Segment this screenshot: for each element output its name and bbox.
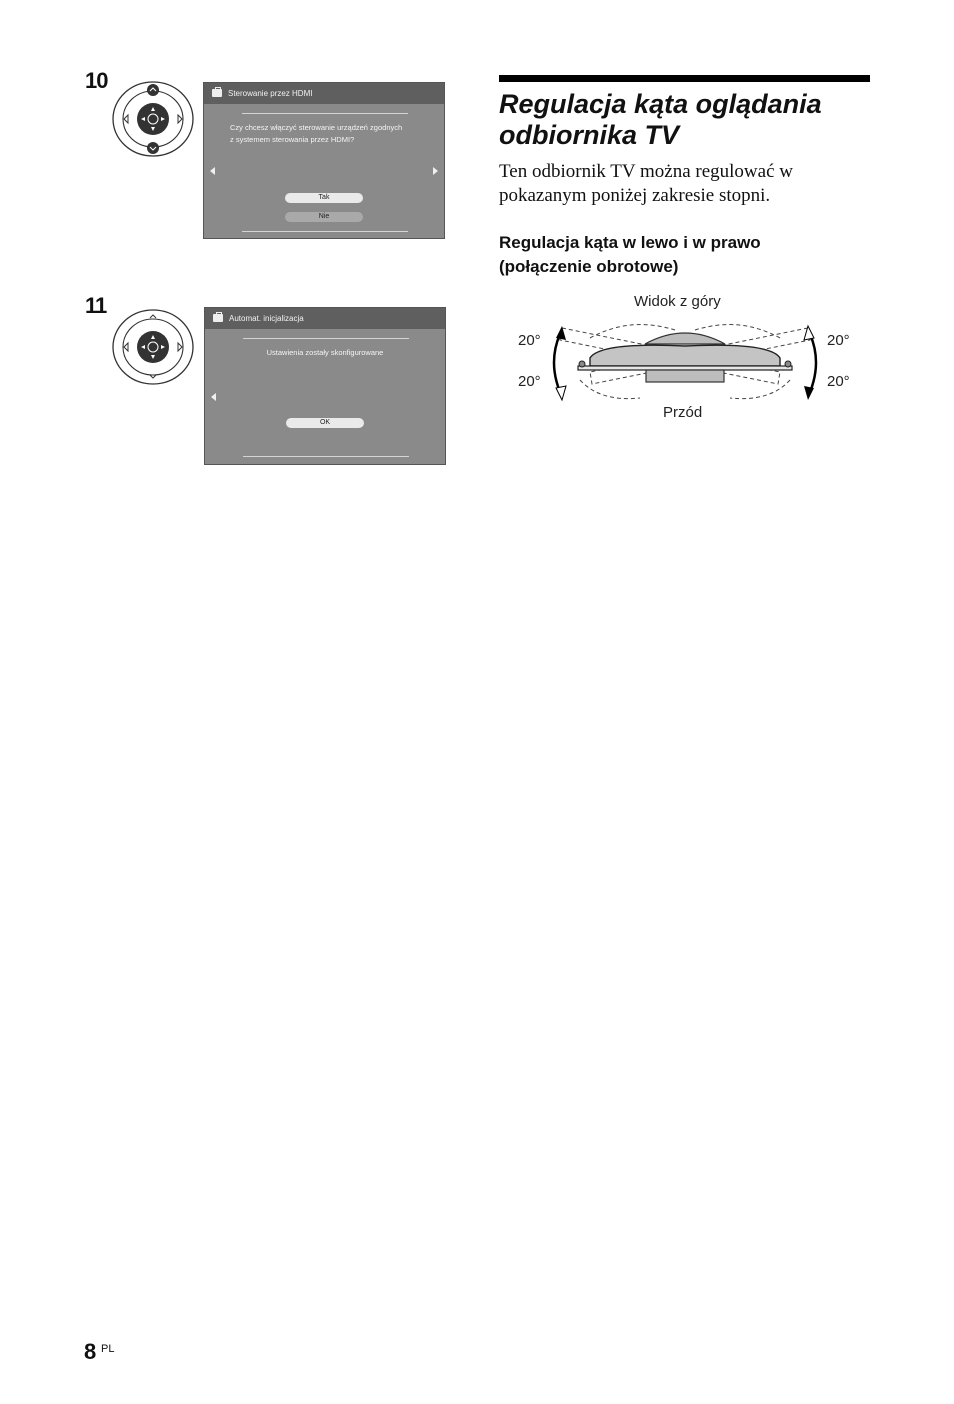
swivel-diagram	[540, 312, 830, 412]
hdmi-control-dialog	[203, 82, 445, 239]
section-body-line2: pokazanym poniżej zakresie stopni.	[499, 185, 771, 206]
subheading-line2: (połączenie obrotowe)	[499, 257, 679, 276]
angle-label-left-bottom: 20°	[518, 373, 541, 390]
step-number-11: 11	[85, 293, 107, 318]
dialog-question-line1: Czy chcesz włączyć sterowanie urządzeń zgodnych	[230, 123, 403, 132]
section-rule	[499, 75, 870, 82]
diagram-bottom-label: Przód	[663, 404, 703, 421]
dialog-title: Sterowanie przez HDMI	[228, 89, 313, 98]
subheading-line1: Regulacja kąta w lewo i w prawo	[499, 233, 761, 252]
toolbox-icon	[213, 314, 223, 322]
step-number-10: 10	[85, 68, 108, 93]
arrow-right-icon[interactable]	[433, 167, 438, 175]
divider	[243, 456, 409, 457]
page-number: 8	[84, 1339, 97, 1364]
section-title-line1: Regulacja kąta oglądania	[499, 89, 822, 119]
diagram-top-label: Widok z góry	[634, 293, 721, 310]
no-button[interactable]: Nie	[285, 212, 363, 222]
arrow-left-icon[interactable]	[211, 393, 216, 401]
auto-setup-dialog	[204, 307, 446, 465]
dialog-message: Ustawienia zostały skonfigurowane	[266, 348, 384, 357]
yes-button[interactable]: Tak	[285, 193, 363, 203]
dialog-title: Automat. inicjalizacja	[229, 314, 304, 323]
dialog-header	[204, 83, 444, 104]
toolbox-icon	[212, 89, 222, 97]
page-language: PL	[101, 1343, 115, 1355]
divider	[243, 338, 409, 339]
angle-label-right-bottom: 20°	[827, 373, 850, 390]
remote-dpad-icon	[111, 308, 195, 386]
angle-label-right-top: 20°	[827, 332, 850, 349]
arrow-left-icon[interactable]	[210, 167, 215, 175]
section-body-line1: Ten odbiornik TV można regulować w	[499, 161, 793, 182]
remote-dpad-icon	[111, 80, 195, 158]
ok-button[interactable]: OK	[286, 418, 364, 428]
rotation-arrow-icon	[554, 334, 560, 392]
dialog-question-line2: z systemem sterowania przez HDMI?	[230, 135, 355, 144]
divider	[242, 231, 408, 232]
divider	[242, 113, 408, 114]
rotation-arrow-icon	[810, 334, 816, 392]
section-title-line2: odbiornika TV	[499, 120, 680, 150]
dialog-header	[205, 308, 445, 329]
angle-label-left-top: 20°	[518, 332, 541, 349]
